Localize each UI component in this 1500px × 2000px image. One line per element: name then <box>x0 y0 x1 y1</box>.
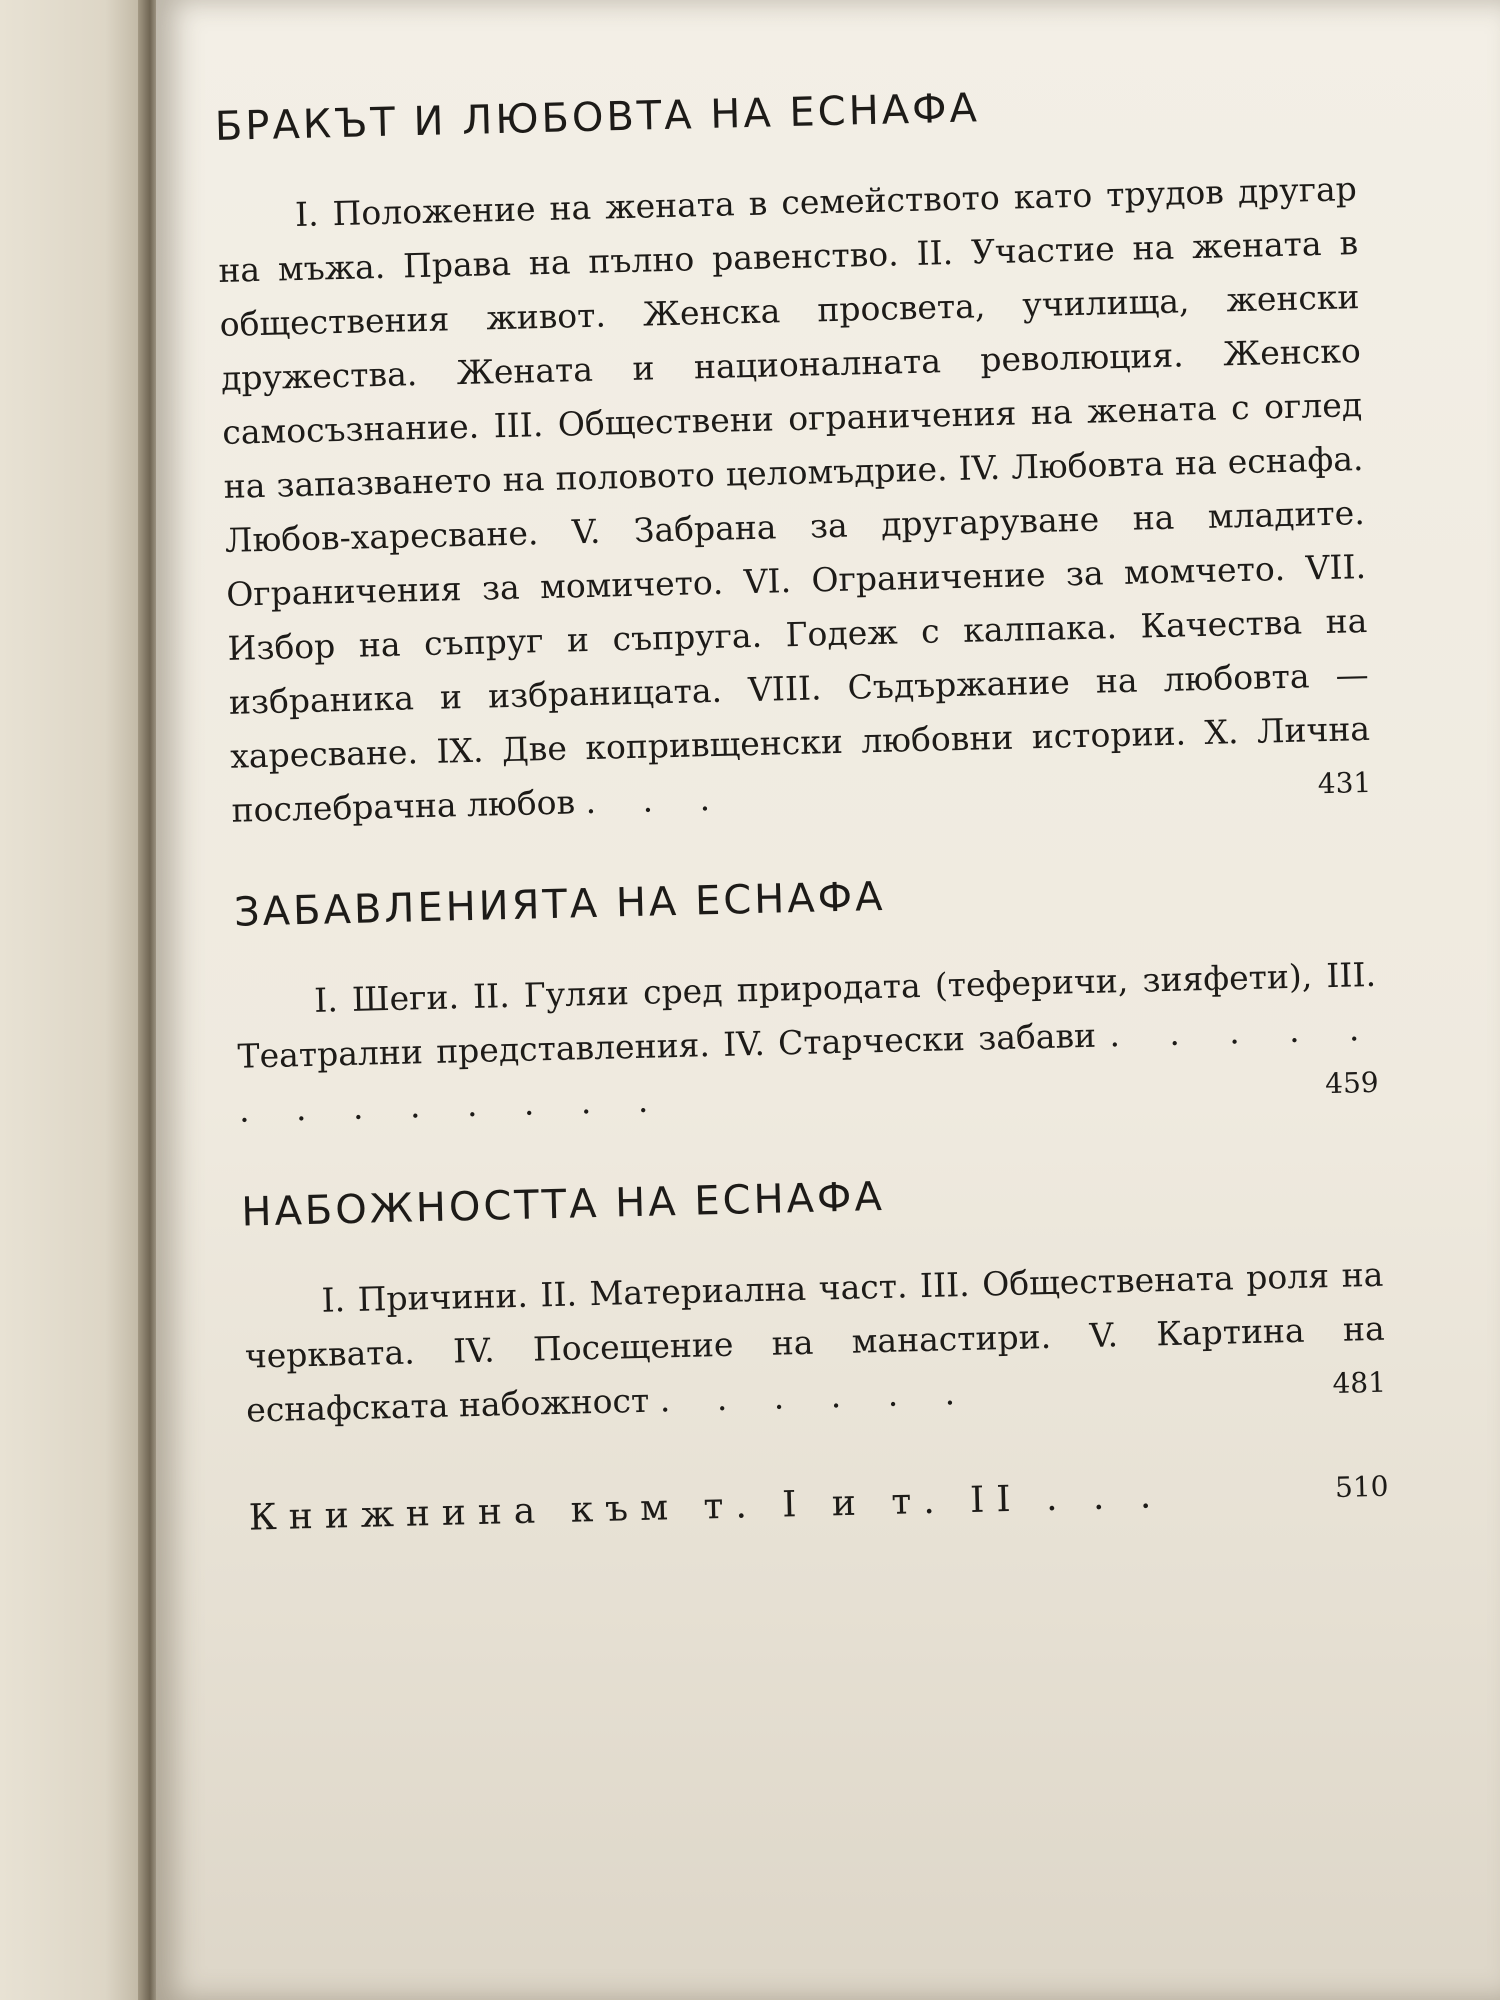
page-number: 510 <box>1334 1469 1389 1505</box>
dot-leader: . . . . . . <box>659 1372 974 1420</box>
toc-entry-bibliography <box>248 1470 1389 1539</box>
dot-leader: . . . . . . . . . . . . . <box>238 1008 1378 1130</box>
entry-text: I. Причини. II. Материална част. III. Обществената роля на черквата. IV. Посещение на манастири. V. Картина на еснафската набожност <box>244 1254 1386 1430</box>
entry-text: I. Шеги. II. Гуляи сред природата (теферичи, зияфети), III. Театрални представления. IV. Старчески забави <box>237 954 1377 1076</box>
dot-leader: . . . <box>1045 1475 1164 1520</box>
entry-text: I. Положение на жената в семейството като трудов другар на мъжа. Права на пълно равенство. II. Участие на жената в обществения живот. Женска просвета, училища, женски дружества. Жената и националната революция. Женско самосъзнание. III. Обществени ограничения на жената с оглед на запазването на половото целомъдрие. IV. Любовта на еснафа. Любов-харесване. V. Забрана за другаруване на младите. Ограничения за момичето. VI. Ограничение за момчето. VII. Избор на съпруг и съпруга. Годеж с калпака. Качества на избраника и избраницата. VIII. Съдържание на любовта — харесване. IX. Две копривщенски любовни истории. X. Лична послебрачна любов <box>217 169 1371 830</box>
page-number: 431 <box>1317 765 1372 801</box>
toc-entry-piety <box>243 1248 1387 1438</box>
section-title-marriage: БРАКЪТ И ЛЮБОВТА НА ЕСНАФА <box>214 85 981 150</box>
entry-text: Книжнина към т. I и т. II <box>248 1478 1024 1539</box>
section-title-entertainment: ЗАБАВЛЕНИЯТА НА ЕСНАФА <box>233 873 886 936</box>
table-of-contents <box>214 62 1389 1538</box>
section-title-piety: НАБОЖНОСТТА НА ЕСНАФА <box>240 1173 886 1236</box>
facing-page-edge <box>0 0 150 2000</box>
page-number: 459 <box>1324 1065 1379 1101</box>
dot-leader: . . . <box>585 778 729 822</box>
page-number: 481 <box>1332 1365 1387 1401</box>
book-page <box>156 0 1500 2000</box>
toc-entry-entertainment <box>236 948 1380 1138</box>
toc-entry-marriage <box>216 162 1371 838</box>
